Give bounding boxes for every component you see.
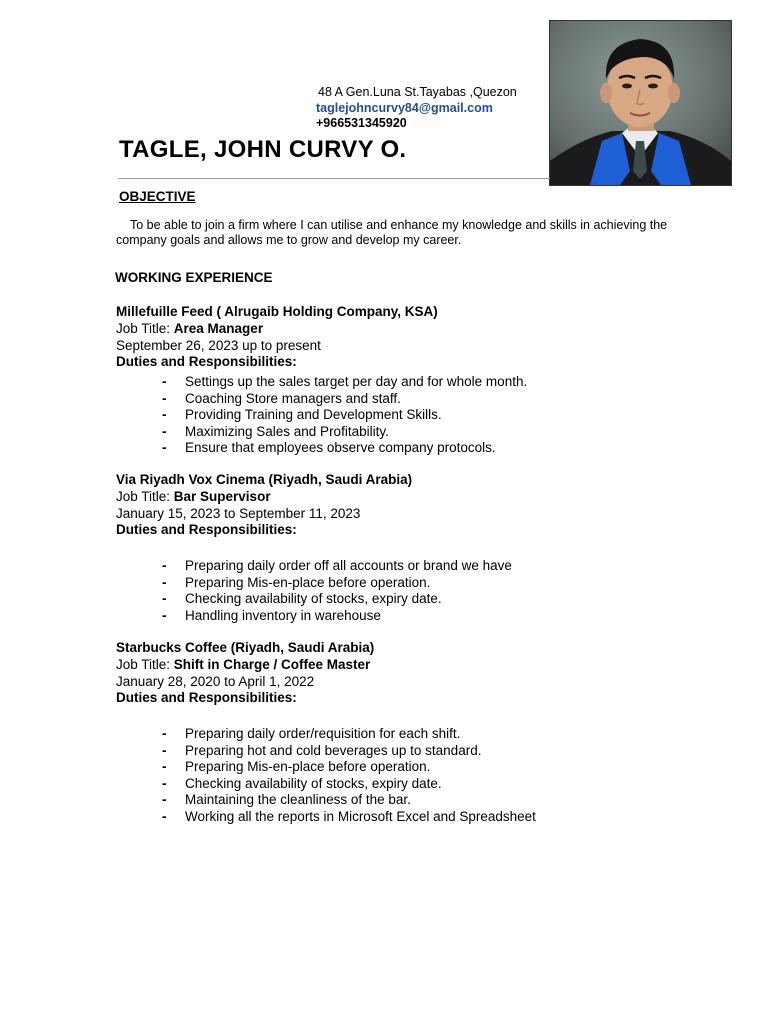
duties-label: Duties and Responsibilities: xyxy=(116,354,297,370)
job-title-line xyxy=(116,657,536,674)
list-item: - Preparing Mis-en-place before operation. xyxy=(162,574,431,590)
job-title-label: Job Title: xyxy=(116,320,174,336)
job-title-label: Job Title: xyxy=(116,488,174,504)
list-item: - Settings up the sales target per day and for whole month. xyxy=(162,374,528,390)
job-title-line xyxy=(116,489,512,506)
job-position: Bar Supervisor xyxy=(173,488,271,504)
bullet-dash: - xyxy=(162,390,167,406)
list-item: - Maximizing Sales and Profitability. xyxy=(162,423,389,439)
job-entry xyxy=(116,304,527,457)
list-item: - Preparing daily order/requisition for each shift. xyxy=(162,726,461,742)
bullet-dash: - xyxy=(162,558,167,574)
list-item: - Ensure that employees observe company protocols. xyxy=(162,440,496,456)
company-name: Starbucks Coffee (Riyadh, Saudi Arabia) xyxy=(116,640,375,655)
job-dates: January 28, 2020 to April 1, 2022 xyxy=(116,673,315,689)
duties-label: Duties and Responsibilities: xyxy=(116,690,297,706)
email-link[interactable]: taglejohncurvy84@gmail.com xyxy=(316,100,493,115)
duties-list xyxy=(116,374,527,457)
job-dates: January 15, 2023 to September 11, 2023 xyxy=(116,505,361,521)
bullet-dash: - xyxy=(162,775,167,791)
header-divider xyxy=(118,178,550,179)
bullet-dash: - xyxy=(162,574,167,590)
job-dates: September 26, 2023 up to present xyxy=(116,337,321,353)
job-entry xyxy=(116,472,512,624)
contact-info xyxy=(316,85,517,132)
duties-list xyxy=(116,726,536,825)
bullet-dash: - xyxy=(162,423,167,439)
objective-heading: OBJECTIVE xyxy=(119,189,196,204)
objective-text: To be able to join a firm where I can utilise and enhance my knowledge and skills in achieving the company goals and allows me to grow and develop my career. xyxy=(116,218,668,247)
job-entry xyxy=(116,640,536,825)
bullet-dash: - xyxy=(162,792,167,808)
company-name: Via Riyadh Vox Cinema (Riyadh, Saudi Arabia) xyxy=(116,472,413,487)
address-text: 48 A Gen.Luna St.Tayabas ,Quezon xyxy=(318,85,517,99)
portrait-image xyxy=(550,21,731,185)
duties-label: Duties and Responsibilities: xyxy=(116,522,297,538)
bullet-dash: - xyxy=(162,440,167,456)
bullet-dash: - xyxy=(162,607,167,623)
bullet-dash: - xyxy=(162,591,167,607)
list-item: - Coaching Store managers and staff. xyxy=(162,390,401,406)
bullet-dash: - xyxy=(162,742,167,758)
list-item: - Checking availability of stocks, expiry date. xyxy=(162,591,442,607)
bullet-dash: - xyxy=(162,808,167,824)
job-title-label: Job Title: xyxy=(116,656,174,672)
bullet-dash: - xyxy=(162,759,167,775)
list-item: - Preparing daily order off all accounts or brand we have xyxy=(162,558,512,574)
list-item: - Providing Training and Development Skills. xyxy=(162,407,442,423)
job-position: Shift in Charge / Coffee Master xyxy=(173,656,371,672)
company-name: Millefuille Feed ( Alrugaib Holding Company, KSA) xyxy=(116,304,438,319)
job-title-line xyxy=(116,321,527,338)
job-position: Area Manager xyxy=(173,320,264,336)
experience-heading: WORKING EXPERIENCE xyxy=(115,270,273,285)
bullet-dash: - xyxy=(162,726,167,742)
bullet-dash: - xyxy=(162,374,167,390)
bullet-dash: - xyxy=(162,407,167,423)
phone-number: +966531345920 xyxy=(316,116,407,130)
list-item: - Preparing Mis-en-place before operation. xyxy=(162,759,431,775)
profile-photo xyxy=(549,20,732,186)
duties-list xyxy=(116,558,512,624)
list-item: - Working all the reports in Microsoft Excel and Spreadsheet xyxy=(162,808,536,824)
list-item: - Checking availability of stocks, expiry date. xyxy=(162,775,442,791)
list-item: - Maintaining the cleanliness of the bar. xyxy=(162,792,411,808)
list-item: - Handling inventory in warehouse xyxy=(162,607,381,623)
list-item: - Preparing hot and cold beverages up to standard. xyxy=(162,742,482,758)
candidate-name: TAGLE, JOHN CURVY O. xyxy=(119,136,407,163)
